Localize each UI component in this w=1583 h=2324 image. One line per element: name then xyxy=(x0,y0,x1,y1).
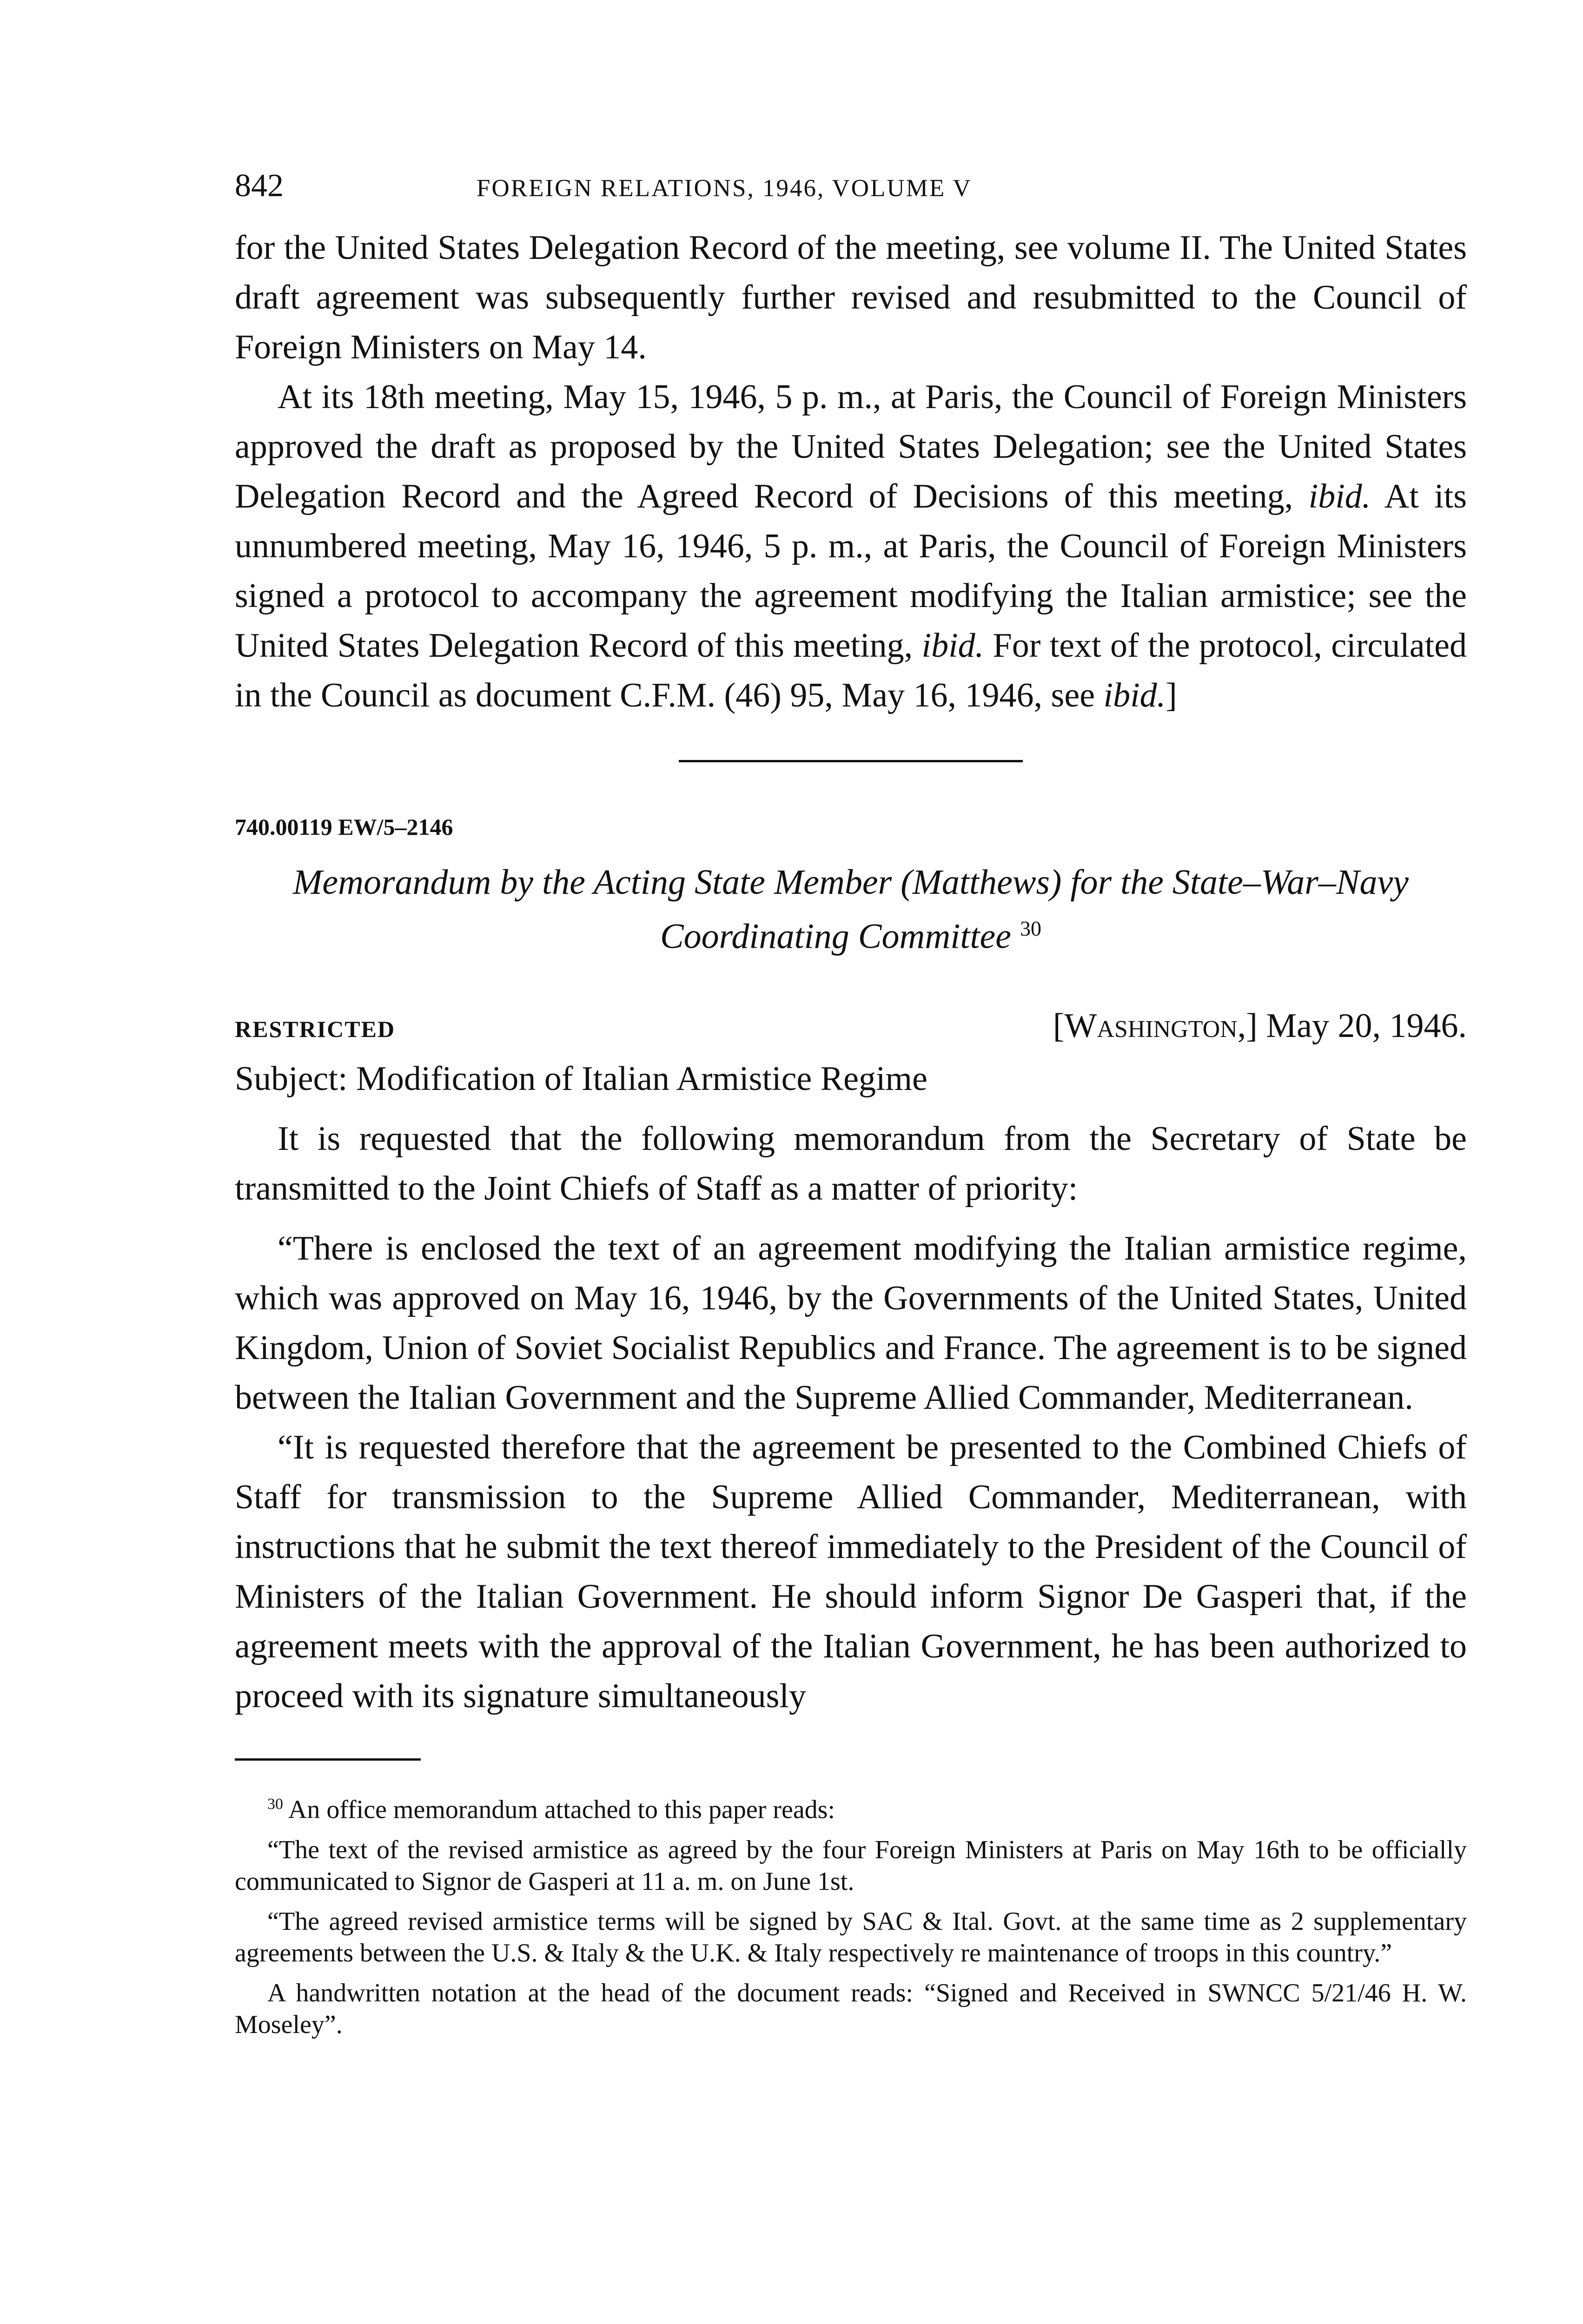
date-suffix: ,] May 20, 1946. xyxy=(1237,1007,1467,1045)
ibid-ref-3: ibid. xyxy=(1103,676,1166,714)
date-place xyxy=(1064,1007,1237,1045)
classification-date-row xyxy=(235,1001,1467,1054)
footnote-intro: An office memorandum attached to this paper reads: xyxy=(288,1795,835,1824)
footnote-number: 30 xyxy=(267,1796,283,1813)
title-footnote-ref: 30 xyxy=(1020,917,1042,940)
page-header xyxy=(235,167,1467,223)
memo-paragraph-1: It is requested that the following memorandum from the Secretary of State be transmitted to the Joint Chiefs of Staff as a matter of priority: xyxy=(235,1120,1467,1208)
classification-label: RESTRICTED xyxy=(235,1016,396,1043)
date-prefix: [ xyxy=(1053,1007,1065,1045)
memo-paragraph-2: “There is enclosed the text of an agreement modifying the Italian armistice regime, which was approved on May 16, 1946, by the Governments of the United States, United Kingdom, Union of Soviet Socialist Republics and France. The agreement is to be signed between the Italian Government and the Supreme Allied Commander, Mediterranean. xyxy=(235,1229,1467,1417)
page-content xyxy=(235,167,1467,2040)
intro-p2-end: For text of the protocol, circulated in the Council as document C.F.M. (46) 95, May 16, 1946, see xyxy=(235,627,1467,714)
subject-label: Subject: xyxy=(235,1060,348,1098)
intro-p2-main: At its 18th meeting, May 15, 1946, 5 p. m., at Paris, the Council of Foreign Ministers approved the draft as proposed by the United States Delegation; see the United States Delegation Record and the Agreed Record of Decisions of this meeting, xyxy=(235,378,1467,515)
intro-paragraph-2 xyxy=(235,372,1467,720)
date-place-text: Washington xyxy=(1064,1007,1238,1045)
footnote-notation: A handwritten notation at the head of the document reads: “Signed and Received in SWNCC 5/21/46 H. W. Moseley”. xyxy=(235,1978,1467,2039)
footnote-quote-1: “The text of the revised armistice as agreed by the four Foreign Ministers at Paris on May 16th to be officially communicated to Signor de Gasperi at 11 a. m. on June 1st. xyxy=(235,1835,1467,1896)
document-title xyxy=(235,859,1467,959)
document-title-text: Memorandum by the Acting State Member (Matthews) for the State–War–Navy Coordinating Committee xyxy=(293,863,1409,956)
running-head: FOREIGN RELATIONS, 1946, VOLUME V xyxy=(477,175,972,202)
page-number: 842 xyxy=(235,168,284,204)
date-line xyxy=(1053,1001,1467,1051)
ibid-ref-1: ibid. xyxy=(1308,477,1371,515)
memo-paragraph-3: “It is requested therefore that the agreement be presented to the Combined Chiefs of Staff for transmission to the Supreme Allied Commander, Mediterranean, with instructions that he submit the text thereof immediately to the President of the Council of Ministers of the Italian Government. He should inform Signor De Gasperi that, if the agreement meets with the approval of the Italian Government, he has been authorized to proceed with its signature simultaneously xyxy=(235,1428,1467,1716)
section-divider xyxy=(679,760,1023,762)
intro-p2-mid: At its unnumbered meeting, May 16, 1946, 5 p. m., at Paris, the Council of Foreign Ministers signed a protocol to accompany the agreement modifying the Italian armistice; see the United States Delegation Record of this meeting, xyxy=(235,477,1467,665)
closing-bracket: ] xyxy=(1166,676,1177,714)
intro-paragraph-1: for the United States Delegation Record of the meeting, see volume II. The United States draft agreement was subsequently further revised and resubmitted to the Council of Foreign Ministers on May 14. xyxy=(235,229,1467,366)
footnote-30 xyxy=(235,1789,1467,1826)
footnote-quote-2: “The agreed revised armistice terms will be signed by SAC & Ital. Govt. at the same time as 2 supplementary agreements between the U.S. & Italy & the U.K. & Italy respectively re maintenance of troops in this country.” xyxy=(235,1907,1467,1967)
footnote-divider xyxy=(235,1758,421,1761)
file-number: 740.00119 EW/5–2146 xyxy=(235,814,453,840)
subject-text: Modification of Italian Armistice Regime xyxy=(356,1060,927,1098)
subject-line xyxy=(235,1054,1467,1104)
ibid-ref-2: ibid. xyxy=(921,627,984,665)
